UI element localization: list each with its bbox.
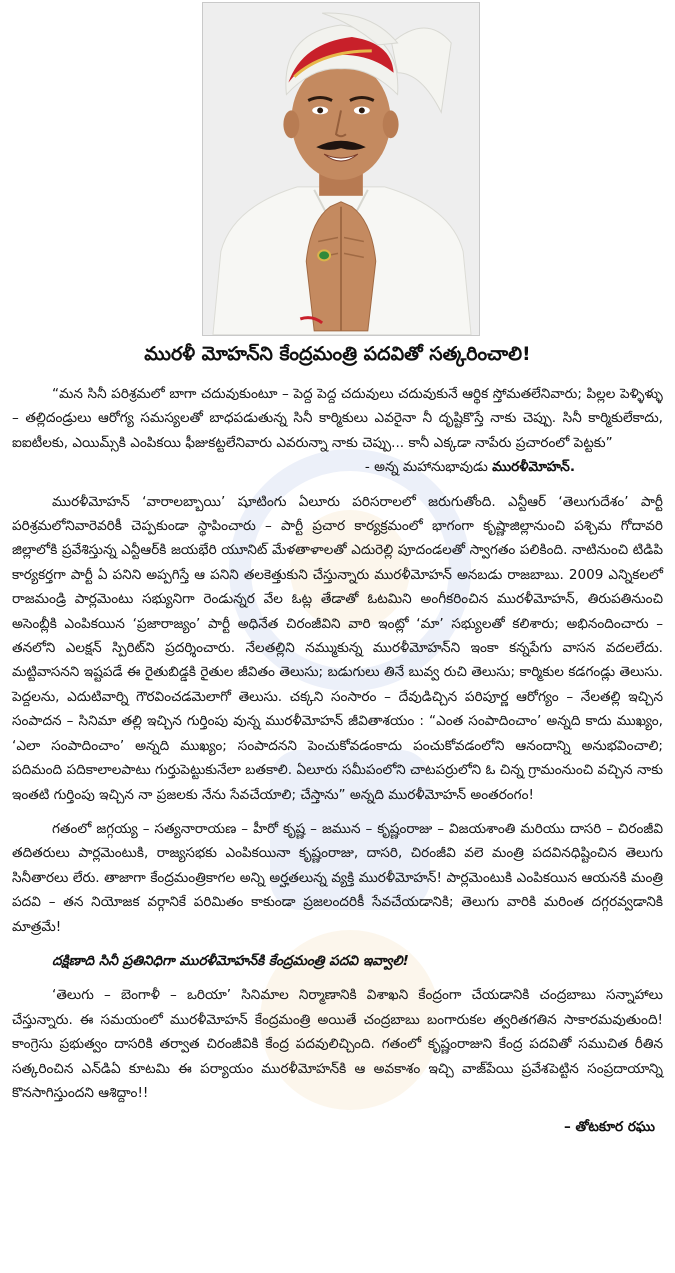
portrait-illustration: [203, 3, 479, 335]
headline: మురళీ మోహన్‌ని కేంద్రమంత్రి పదవితో సత్కరించాలి!: [144, 343, 531, 365]
article-body: [12, 382, 663, 1140]
author-signature: – తోటకూర రఘు: [564, 1119, 655, 1136]
quote-attribution: [12, 455, 663, 479]
portrait-photo: [202, 2, 480, 336]
opening-quote: “మన సినీ పరిశ్రమలో బాగా చదువుకుంటూ – పెద్ద పెద్ద చదువులు చదువుకునే ఆర్థిక స్తోమతలేనివారు; పిల్లల పెళ్ళిళ్ళు – తల్లిదండ్రులు ఆరోగ్య సమస్యలతో బాధపడుతున్న సినీ కార్మికులు ఎవరైనా నీ దృష్టికొస్తే నాకు చెప్పు. సినీ కార్మికులేకాదు, ఐఐటీలకు, ఎయిమ్స్‌కి ఎంపికయి ఫీజుకట్టలేనివారు ఎవరున్నా నాకు చెప్పు... కానీ ఎక్కడా నాపేరు ప్రచారంలో పెట్టకు”: [12, 386, 663, 451]
paragraph-3: ‘తెలుగు – బెంగాళీ – ఒరియా’ సినిమాల నిర్మాణానికి విశాఖని కేంద్రంగా చేయడానికి చంద్రబాబు సన్నాహాలు చేస్తున్నారు. ఈ సమయంలో మురళీమోహన్ కేంద్రమంత్రి అయితే చంద్రబాబు బంగారుకల త్వరితగతిన సాకారమవుతుంది! కాంగ్రెసు ప్రభుత్వం దాసరికి తర్వాత చిరంజీవికి కేంద్ర పదవులిచ్చింది. గతంలో కృష్ణంరాజుని కేంద్ర పదవితో సముచిత రీతిన సత్కరించిన ఎన్‌డిఏ కూటమి ఈ పర్యాయం మురళీమోహన్‌కి ఆ అవకాశం ఇచ్చి వాజ్‌పేయి ప్రవేశపెట్టిన సంప్రదాయాన్ని కొనసాగిస్తుందని ఆశిద్దాం!!: [12, 987, 663, 1101]
paragraph-1: మురళీమోహన్ ‘వారాలబ్బాయి’ షూటింగు ఏలూరు పరిసరాలలో జరుగుతోంది. ఎన్టీఆర్ ‘తెలుగుదేశం’ పార్టీ పరిశ్రమలోనివారెవరికీ చెప్పకుండా స్థాపించారు – పార్టీ ప్రచార కార్యక్రమంలో భాగంగా కృష్ణాజిల్లానుంచి పశ్చిమ గోదావరి జిల్లాలోకి ప్రవేశిస్తున్న ఎన్టీఆర్‌కి జయభేరి యూనిట్ మేళతాళాలతో ఎదురెల్లి పూదండలతో స్వాగతం పలికింది. నాటినుంచి టిడిపి కార్యకర్తగా పార్టీ ఏ పనిని అప్పగిస్తే ఆ పనిని తలకెత్తుకుని చేస్తున్నారు మురళీమోహన్ అనబడు రాజబాబు. 2009 ఎన్నికలలో రాజమండ్రి పార్లమెంటు సభ్యునిగా రెండున్నర వేల ఓట్ల తేడాతో ఓటమిని అంగీకరించిన మురళీమోహన్, తిరుపతినుంచి అసెంబ్లీకి ఎంపికయిన ‘ప్రజారాజ్యం’ పార్టీ అధినేత చిరంజీవిని వారి ఇంట్లో ‘మా’ సభ్యులతో కలిశారు; అభినందించారు – తనలోని ఎలక్షన్ స్పిరిట్‌ని ప్రదర్శించారు. నేలతల్లిని నమ్ముకున్న మురళీమోహన్‌ని ఇంకా కన్నపేగు వాసన వదలలేదు. మట్టివాసనని ఇష్టపడే ఈ రైతుబిడ్డకి రైతుల జీవితం తెలుసు; బడుగులు తినే బువ్వ రుచి తెలుసు; కార్మికుల కడగండ్లు తెలుసు. పెద్దలను, ఎదుటివార్ని గౌరవించడమెలాగో తెలుసు. చక్కని సంసారం – దేవుడిచ్చిన పరిపూర్ణ ఆరోగ్యం – నేలతల్లి ఇచ్చిన సంపాదన – సినిమా తల్లి ఇచ్చిన గుర్తింపు వున్న మురళీమోహన్ జీవితాశయం : “ఎంత సంపాదించాం’ అన్నది కాదు ముఖ్యం, ‘ఎలా సంపాదించాం’ అన్నది ముఖ్యం; సంపాదనని పెంచుకోవడంకాదు పంచుకోవడంలోని ఆనందాన్ని అనుభవించాలి; పదిమంది పదికాలాలపాటు గుర్తుపెట్టుకునేలా బతకాలి. ఏలూరు సమీపంలోని చాటపర్రులోని ఓ చిన్న గ్రామంనుంచి వచ్చిన నాకు ఇంతటి గుర్తింపు ఇచ్చిన నా ప్రజలకు నేను సేవచేయాలి; చేస్తాను” అన్నది మురళీమోహన్ అంతరంగం!: [12, 493, 663, 803]
sub-headline: దక్షిణాది సినీ ప్రతినిధిగా మురళీమోహన్‌కి కేంద్రమంత్రి పదవి ఇవ్వాలి!: [52, 952, 409, 969]
attribution-name: మురళీమోహన్.: [492, 459, 575, 476]
spacer: [12, 480, 663, 490]
spacer: [12, 973, 663, 983]
attribution-prefix: - అన్న మహానుభావుడు: [364, 459, 493, 476]
spacer: [12, 1105, 663, 1115]
paragraph-2: గతంలో జగ్గయ్య – సత్యనారాయణ – హీరో కృష్ణ – జమున – కృష్ణంరాజు – విజయశాంతి మరియు దాసరి – చిరంజీవి తదితరులు పార్లమెంటుకి, రాజ్యసభకు ఎంపికయినా కృష్ణంరాజు, దాసరి, చిరంజీవి వలె మంత్రి పదవినధిష్టించిన తెలుగు సినీతారలు లేరు. తాజాగా కేంద్రమంత్రికాగల అన్ని అర్హతలున్న వ్యక్తి మురళీమోహన్! పార్లమెంటుకి ఎంపికయిన ఆయనకి మంత్రి పదవి – తన నియోజక వర్గానికే పరిమితం కాకుండా ప్రజలందరికీ సేవచేయడానికి; తెలుగు వారికి మరింత దగ్గరవ్వడానికి మాత్రమే!: [12, 820, 663, 935]
spacer: [12, 807, 663, 817]
spacer: [12, 939, 663, 949]
